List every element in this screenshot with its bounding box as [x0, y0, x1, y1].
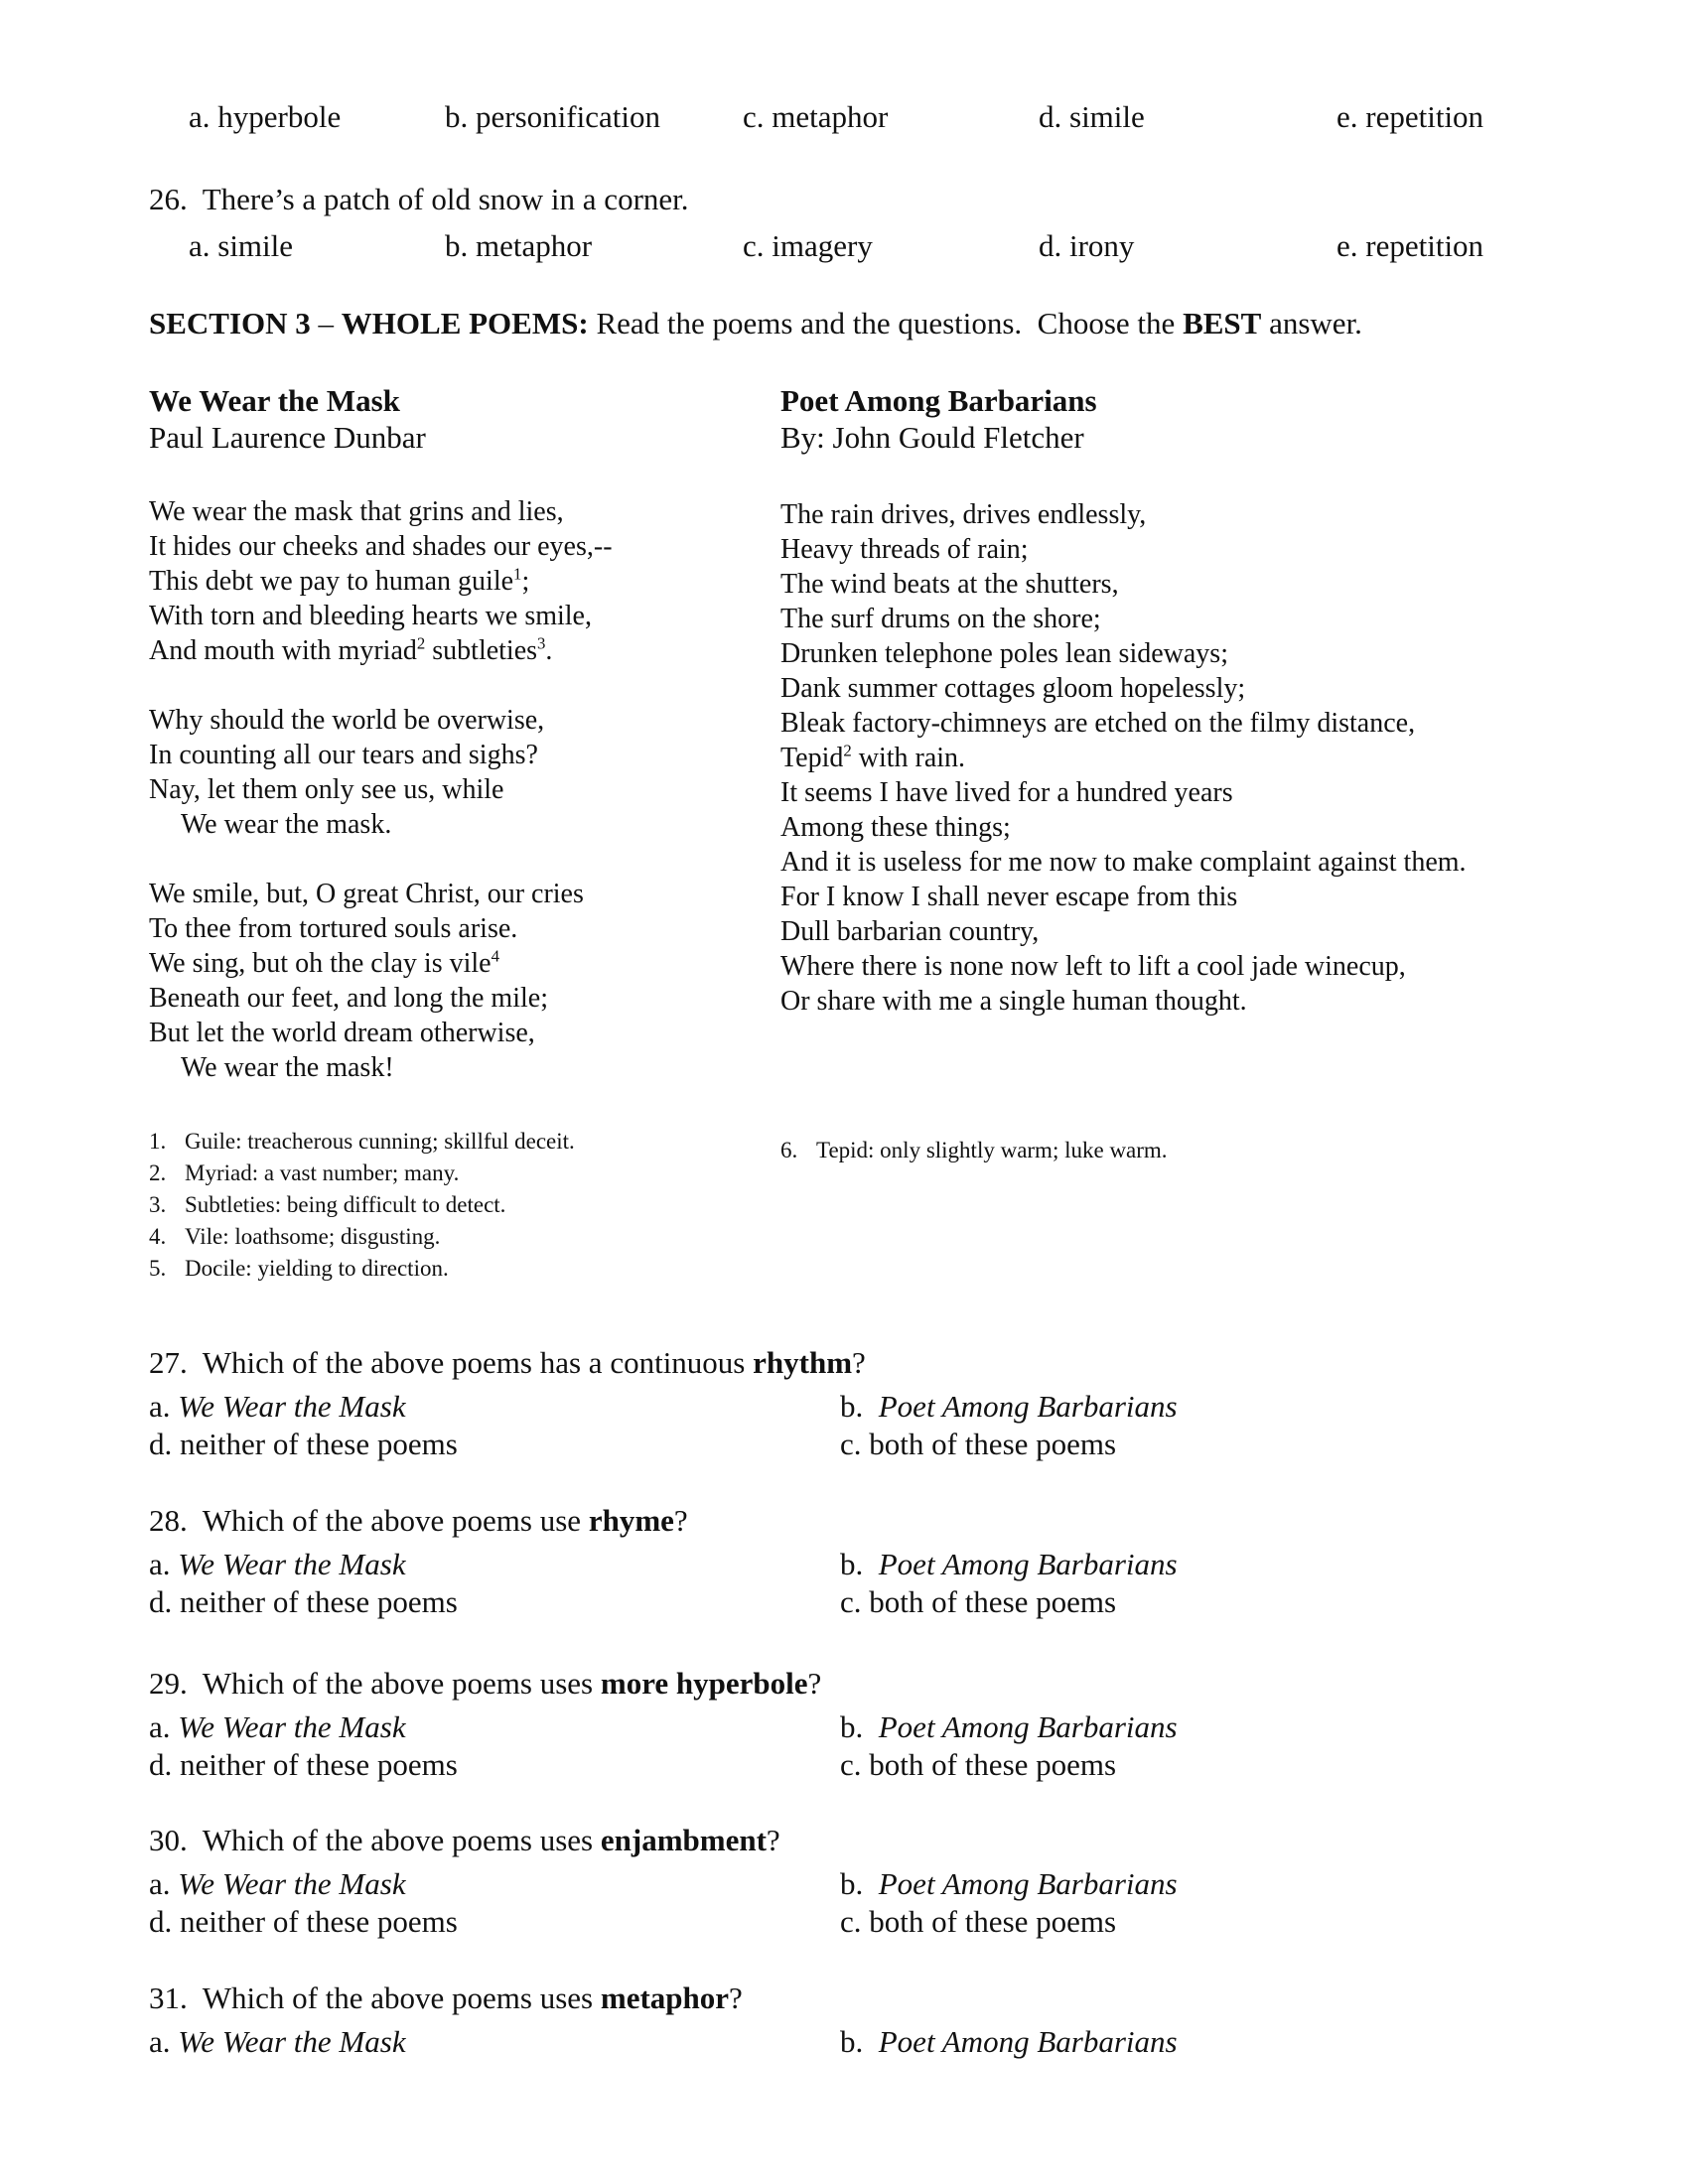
- question-31: [149, 1980, 743, 2016]
- option-d: d. neither of these poems: [149, 1747, 458, 1782]
- option-letter: b.: [840, 1866, 879, 1901]
- option-letter: a.: [149, 1389, 179, 1424]
- poem-line: We wear the mask.: [181, 809, 392, 840]
- question-text: Which of the above poems uses: [202, 1823, 601, 1857]
- option-poem-title: Poet Among Barbarians: [878, 1709, 1178, 1744]
- footnote: 2. Myriad: a vast number; many.: [149, 1160, 460, 1185]
- poem-line: It hides our cheeks and shades our eyes,--: [149, 531, 613, 562]
- option-letter: a.: [149, 1866, 179, 1901]
- poem-line: We wear the mask!: [181, 1052, 394, 1083]
- option-a: [149, 2024, 406, 2060]
- poem2-title: Poet Among Barbarians: [780, 383, 1097, 418]
- question-end: ?: [729, 1980, 743, 2015]
- poem-line: It seems I have lived for a hundred years: [780, 777, 1233, 808]
- poem2-text: [780, 497, 1467, 1019]
- option-b: [840, 1866, 1178, 1902]
- option-c: c. both of these poems: [840, 1747, 1117, 1782]
- option-poem-title: We Wear the Mask: [178, 1389, 406, 1424]
- section-dash: –: [310, 306, 342, 341]
- option-d: d. neither of these poems: [149, 1427, 458, 1461]
- section-instructions-emphasis: BEST: [1183, 306, 1262, 341]
- question-29: [149, 1666, 821, 1702]
- q26-option-d: d. irony: [1039, 228, 1135, 263]
- question-end: ?: [852, 1345, 866, 1380]
- poem-line: Dank summer cottages gloom hopelessly;: [780, 673, 1246, 704]
- poem-line: Bleak factory-chimneys are etched on the filmy distance,: [780, 708, 1416, 739]
- question-28: [149, 1503, 688, 1539]
- option-poem-title: We Wear the Mask: [178, 1866, 406, 1901]
- option-letter: b.: [840, 1547, 879, 1581]
- poem-line: We sing, but oh the clay is vile$^4$: [149, 946, 499, 979]
- question-27: [149, 1345, 866, 1381]
- question-end: ?: [807, 1666, 822, 1701]
- poem1-footnotes: [149, 1126, 575, 1285]
- poem1-stanza-2: [149, 703, 544, 842]
- option-b: [840, 1547, 1178, 1582]
- option-letter: b.: [840, 1389, 879, 1424]
- poem1-author: Paul Laurence Dunbar: [149, 420, 426, 455]
- question-text: There’s a patch of old snow in a corner.: [202, 182, 689, 216]
- poem-line: The surf drums on the shore;: [780, 604, 1101, 634]
- section-heading: [149, 306, 1362, 341]
- question-keyword: rhyme: [588, 1503, 674, 1538]
- question-text: Which of the above poems use: [202, 1503, 589, 1538]
- poem-line: This debt we pay to human guile$^1$;: [149, 564, 530, 597]
- option-letter: b.: [840, 1709, 879, 1744]
- option-d: d. neither of these poems: [149, 1904, 458, 1939]
- option-poem-title: Poet Among Barbarians: [878, 1547, 1178, 1581]
- poem-line: The rain drives, drives endlessly,: [780, 499, 1147, 530]
- option-letter: a.: [149, 1547, 179, 1581]
- q25-option-e: e. repetition: [1336, 99, 1484, 134]
- q26-option-c: c. imagery: [743, 228, 873, 263]
- option-letter: a.: [149, 1709, 179, 1744]
- poem-line: The wind beats at the shutters,: [780, 569, 1119, 600]
- poem2-author: By: John Gould Fletcher: [780, 420, 1084, 455]
- q25-option-a: a. hyperbole: [189, 99, 342, 134]
- poem-line: Or share with me a single human thought.: [780, 986, 1247, 1017]
- question-30: [149, 1823, 780, 1858]
- option-poem-title: Poet Among Barbarians: [878, 2024, 1178, 2059]
- q26-option-e: e. repetition: [1336, 228, 1484, 263]
- option-c: c. both of these poems: [840, 1904, 1117, 1939]
- poem1-stanza-3: [149, 877, 584, 1085]
- poem-line: Heavy threads of rain;: [780, 534, 1029, 565]
- option-c: c. both of these poems: [840, 1584, 1117, 1619]
- poem-line: We smile, but, O great Christ, our cries: [149, 879, 584, 909]
- poem-line: With torn and bleeding hearts we smile,: [149, 601, 592, 631]
- poem-line: In counting all our tears and sighs?: [149, 740, 538, 770]
- question-keyword: metaphor: [600, 1980, 730, 2015]
- q25-option-b: b. personification: [445, 99, 660, 134]
- footnote: 5. Docile: yielding to direction.: [149, 1256, 449, 1281]
- section-label: SECTION 3: [149, 306, 311, 341]
- poem-line: To thee from tortured souls arise.: [149, 913, 518, 944]
- option-poem-title: We Wear the Mask: [178, 2024, 406, 2059]
- question-number: 31.: [149, 1980, 203, 2015]
- poem-line: For I know I shall never escape from this: [780, 882, 1238, 912]
- question-text: Which of the above poems has a continuous: [202, 1345, 754, 1380]
- poem-line: Where there is none now left to lift a cool jade winecup,: [780, 951, 1406, 982]
- poem-line: But let the world dream otherwise,: [149, 1018, 535, 1048]
- question-number: 29.: [149, 1666, 203, 1701]
- option-a: [149, 1709, 406, 1745]
- poem-line: Among these things;: [780, 812, 1011, 843]
- option-letter: b.: [840, 2024, 879, 2059]
- question-26: [149, 182, 689, 217]
- option-b: [840, 2024, 1178, 2060]
- option-poem-title: We Wear the Mask: [178, 1709, 406, 1744]
- q25-option-d: d. simile: [1039, 99, 1145, 134]
- option-a: [149, 1866, 406, 1902]
- question-number: 26.: [149, 182, 188, 216]
- question-text: Which of the above poems uses: [202, 1980, 601, 2015]
- question-number: 27.: [149, 1345, 203, 1380]
- poem-line: Tepid$^2$ with rain.: [780, 741, 966, 773]
- poem1-stanza-1: [149, 494, 613, 668]
- option-poem-title: Poet Among Barbarians: [878, 1866, 1178, 1901]
- option-a: [149, 1547, 406, 1582]
- section-title: WHOLE POEMS:: [341, 306, 589, 341]
- poem-line: And it is useless for me now to make complaint against them.: [780, 847, 1467, 878]
- option-poem-title: Poet Among Barbarians: [878, 1389, 1178, 1424]
- poem-line: Beneath our feet, and long the mile;: [149, 983, 548, 1014]
- poem-line: Why should the world be overwise,: [149, 705, 545, 736]
- question-number: 30.: [149, 1823, 203, 1857]
- option-d: d. neither of these poems: [149, 1584, 458, 1619]
- footnote-ref: 2: [843, 741, 852, 760]
- section-instructions-end: answer.: [1261, 306, 1362, 341]
- footnote-ref: 2: [416, 633, 426, 653]
- q26-option-b: b. metaphor: [445, 228, 593, 263]
- poem1-title: We Wear the Mask: [149, 383, 400, 418]
- option-b: [840, 1709, 1178, 1745]
- poem-line: Nay, let them only see us, while: [149, 774, 504, 805]
- option-letter: a.: [149, 2024, 179, 2059]
- option-a: [149, 1389, 406, 1425]
- poem-line: We wear the mask that grins and lies,: [149, 496, 564, 527]
- footnote-ref: 1: [513, 564, 522, 584]
- section-instructions: Read the poems and the questions. Choose the: [588, 306, 1184, 341]
- q26-option-a: a. simile: [189, 228, 294, 263]
- poem-line: Drunken telephone poles lean sideways;: [780, 638, 1228, 669]
- question-number: 28.: [149, 1503, 203, 1538]
- option-b: [840, 1389, 1178, 1425]
- footnote: 3. Subtleties: being difficult to detect.: [149, 1192, 506, 1217]
- footnote: 1. Guile: treacherous cunning; skillful deceit.: [149, 1129, 575, 1154]
- question-end: ?: [673, 1503, 688, 1538]
- question-text: Which of the above poems uses: [202, 1666, 601, 1701]
- footnote-ref: 4: [491, 946, 499, 966]
- footnote: 4. Vile: loathsome; disgusting.: [149, 1224, 441, 1249]
- option-c: c. both of these poems: [840, 1427, 1117, 1461]
- question-keyword: rhythm: [753, 1345, 853, 1380]
- poem-line: And mouth with myriad$^2$ subtleties$^3$.: [149, 633, 553, 666]
- poem-line: Dull barbarian country,: [780, 916, 1040, 947]
- poem2-footnote: 6. Tepid: only slightly warm; luke warm.: [780, 1138, 1168, 1162]
- footnote-ref: 3: [537, 633, 546, 653]
- question-keyword: more hyperbole: [600, 1666, 808, 1701]
- option-poem-title: We Wear the Mask: [178, 1547, 406, 1581]
- question-keyword: enjambment: [600, 1823, 767, 1857]
- q25-option-c: c. metaphor: [743, 99, 889, 134]
- question-end: ?: [766, 1823, 780, 1857]
